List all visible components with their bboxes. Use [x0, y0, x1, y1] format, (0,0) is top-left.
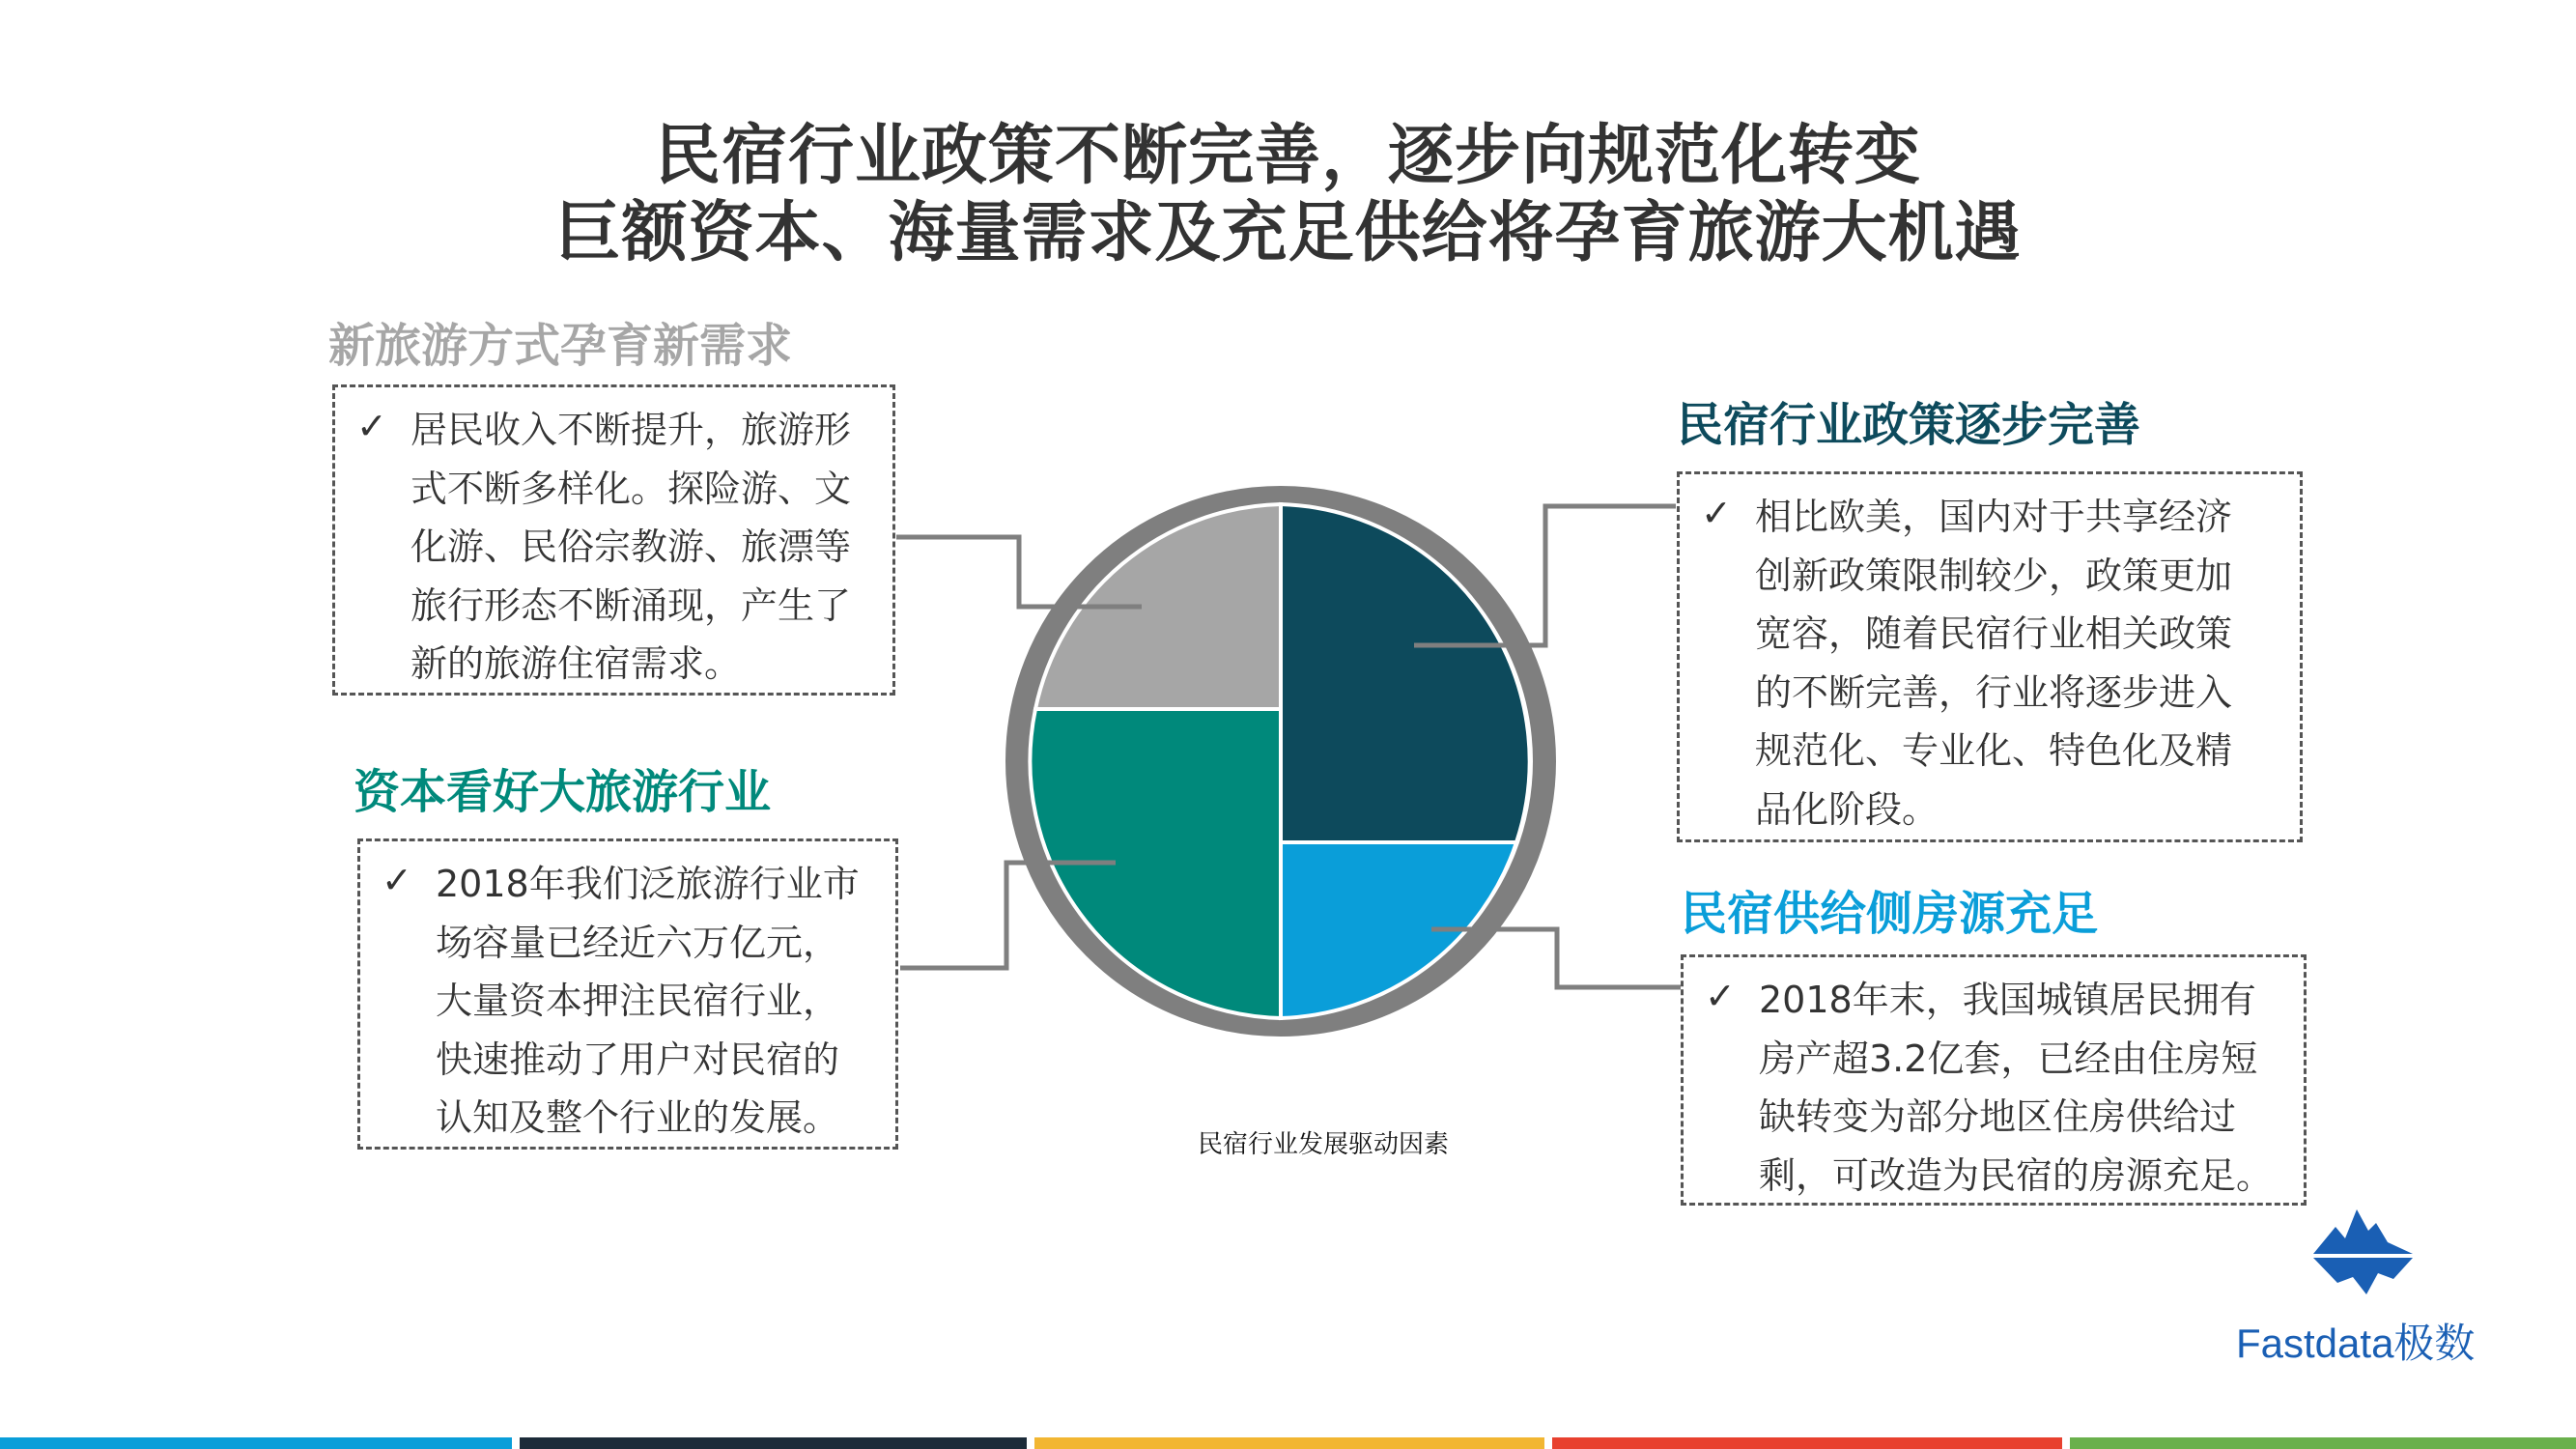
text-line: 剩，可改造为民宿的房源充足。: [1759, 1153, 2274, 1197]
text-line: 品化阶段。: [1755, 787, 1939, 831]
logo-brand-text: Fastdata极数: [2236, 1321, 2476, 1366]
check-icon: ✓: [356, 405, 387, 447]
text-line: 规范化、专业化、特色化及精: [1755, 729, 2233, 772]
text-line: 大量资本押注民宿行业，: [436, 980, 840, 1022]
text-line: 相比欧美，国内对于共享经济: [1755, 496, 2233, 538]
textbox-supply: [1681, 954, 2307, 1206]
page-title-line-1: 民宿行业政策不断完善，逐步向规范化转变: [654, 118, 1921, 194]
heading-capital: 资本看好大旅游行业: [354, 765, 772, 819]
text-line: 2018年末，我国城镇居民拥有: [1759, 979, 2256, 1021]
iceberg-logo-icon: [2222, 1198, 2511, 1314]
text-line: 宽容，随着民宿行业相关政策: [1755, 612, 2233, 655]
text-line: 化游、民俗宗教游、旅漂等: [410, 526, 852, 568]
heading-supply: 民宿供给侧房源充足: [1681, 887, 2099, 941]
text-line: 房产超3.2亿套，已经由住房短: [1759, 1037, 2258, 1080]
text-line: 的不断完善，行业将逐步进入: [1755, 670, 2233, 714]
heading-tourism-demand: 新旅游方式孕育新需求: [328, 319, 793, 373]
bottom-bar-segment: [0, 1437, 512, 1449]
diagram-caption: 民宿行业发展驱动因素: [1197, 1130, 1449, 1159]
text-line: 旅行形态不断涌现，产生了: [410, 583, 852, 627]
text-line: 2018年我们泛旅游行业市: [436, 863, 860, 905]
text-tourism-demand: [410, 401, 875, 694]
text-line: 新的旅游住宿需求。: [410, 642, 742, 685]
textbox-tourism-demand: [332, 384, 895, 696]
heading-policy: 民宿行业政策逐步完善: [1677, 398, 2141, 452]
textbox-capital: [357, 838, 898, 1150]
check-icon: ✓: [382, 859, 412, 901]
page-title-line-2: 巨额资本、海量需求及充足供给将孕育旅游大机遇: [554, 195, 2022, 271]
text-line: 居民收入不断提升，旅游形: [410, 409, 852, 451]
text-capital: [436, 855, 878, 1148]
text-line: 场容量已经近六万亿元，: [436, 921, 840, 964]
check-icon: ✓: [1701, 492, 1732, 534]
text-line: 创新政策限制较少，政策更加: [1755, 554, 2233, 597]
bottom-bar-segment: [1034, 1437, 1544, 1449]
text-supply: [1759, 971, 2286, 1205]
quadrant-policy: [1281, 504, 1530, 842]
bottom-bar-segment: [520, 1437, 1027, 1449]
textbox-policy: [1677, 471, 2303, 842]
check-icon: ✓: [1705, 975, 1736, 1017]
text-policy: [1755, 488, 2282, 838]
fastdata-logo: [2222, 1198, 2511, 1372]
text-line: 认知及整个行业的发展。: [436, 1096, 840, 1139]
text-line: 缺转变为部分地区住房供给过: [1759, 1095, 2237, 1138]
text-line: 式不断多样化。探险游、文: [410, 467, 852, 510]
bottom-bar-segment: [1552, 1437, 2062, 1449]
bottom-bar-segment: [2070, 1437, 2576, 1449]
text-line: 快速推动了用户对民宿的: [436, 1037, 840, 1081]
